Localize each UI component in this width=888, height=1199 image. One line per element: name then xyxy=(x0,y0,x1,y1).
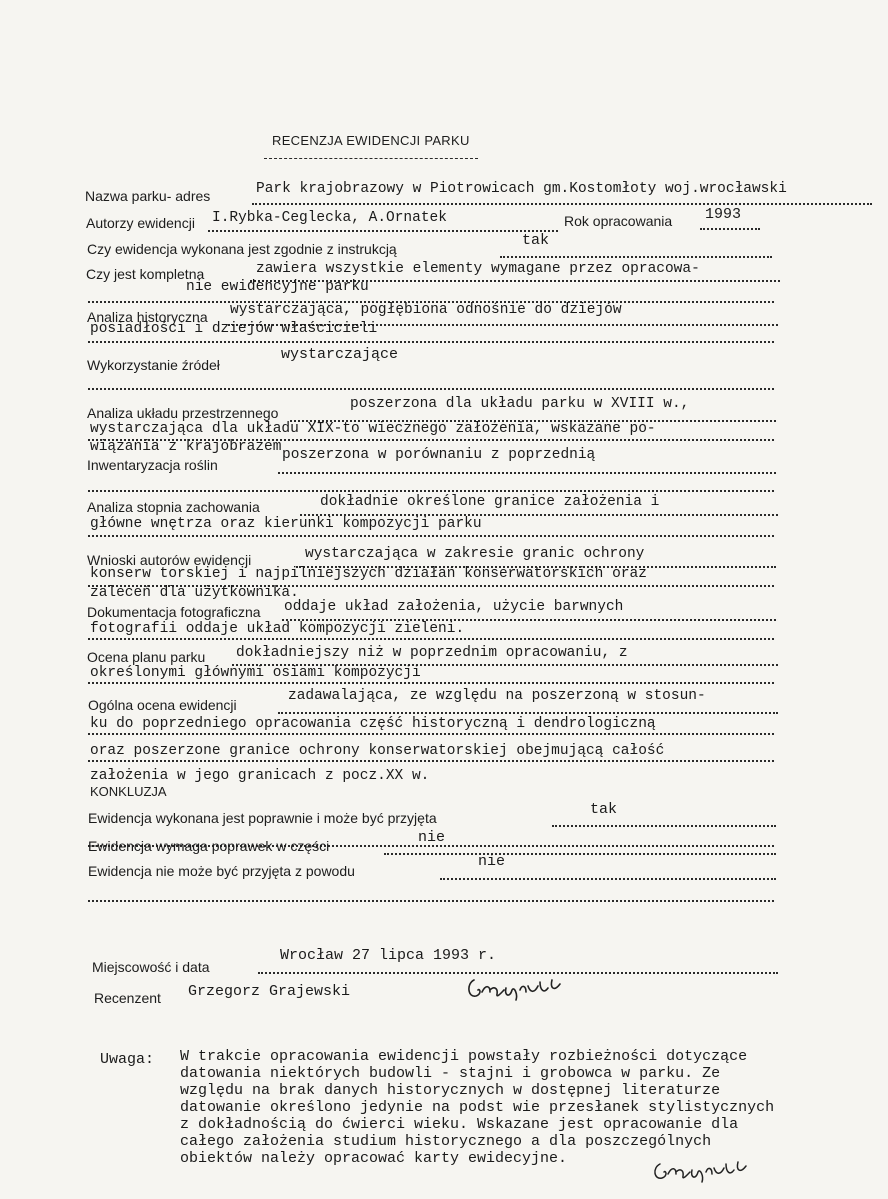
corrections-label: Ewidencja wymaga poprawek w części xyxy=(88,838,330,854)
accept-label: Ewidencja wykonana jest poprawnie i może być przyjęta xyxy=(88,810,437,826)
place-date-label: Miejscowość i data xyxy=(92,959,210,975)
instruction-compliance-label: Czy ewidencja wykonana jest zgodnie z instrukcją xyxy=(87,241,397,257)
overall-line xyxy=(278,712,778,714)
reject-value: nie xyxy=(478,853,506,870)
preservation-value: dokładnie określone granice założenia i xyxy=(320,494,660,510)
reject-line xyxy=(440,878,776,880)
preservation-label: Analiza stopnia zachowania xyxy=(87,499,260,515)
historical-analysis-value-2: posiadłości i dziejów właścicieli xyxy=(90,321,378,337)
spatial-layout-label: Analiza układu przestrzennego xyxy=(87,405,279,421)
preservation-value-2: główne wnętrza oraz kierunki kompozycji parku xyxy=(90,516,482,532)
reject-line-2 xyxy=(88,900,774,902)
reviewer-name: Grzegorz Grajewski xyxy=(188,983,351,1000)
overall-label: Ogólna ocena ewidencji xyxy=(88,697,237,713)
note-line-5: z dokładnością do ćwierci wieku. Wskazane jest opracowanie dla xyxy=(180,1116,739,1133)
overall-value: zadawalająca, ze względu na poszerzoną w stosun- xyxy=(288,688,706,704)
corrections-line xyxy=(384,853,776,855)
note-line-6: całego założenia studium historycznego a dla poszczególnych xyxy=(180,1133,712,1150)
park-name-line xyxy=(252,203,872,205)
page-title: RECENZJA EWIDENCJI PARKU xyxy=(272,133,470,148)
note-signature xyxy=(652,1158,762,1186)
photo-docs-value-2: fotografii oddaje układ kompozycji zieleni. xyxy=(90,621,465,637)
plant-inventory-line xyxy=(278,472,776,474)
plan-assessment-value-2: określonymi głównymi osiami kompozycji xyxy=(90,665,421,681)
historical-analysis-value: wystarczająca, pogłębiona odnośnie do dziejów xyxy=(230,302,622,318)
photo-docs-line-2 xyxy=(88,638,774,640)
photo-docs-value: oddaje układ założenia, użycie barwnych xyxy=(284,599,624,615)
overall-value-4: założenia w jego granicach z pocz.XX w. xyxy=(90,768,430,784)
conclusions-label: Wnioski autorów ewidencji xyxy=(87,552,252,568)
reviewer-label: Recenzent xyxy=(94,990,161,1006)
accept-value: tak xyxy=(590,801,618,818)
historical-analysis-label: Analiza historyczna xyxy=(87,309,208,325)
instruction-compliance-value: tak xyxy=(522,232,550,249)
spatial-layout-value-2: wystarczająca dla układu XIX-to wiecznego założenia, wskazane po- xyxy=(90,421,656,437)
note-line-1: W trakcie opracowania ewidencji powstały rozbieżności dotyczące xyxy=(180,1048,748,1065)
completeness-value-2: nie ewidencyjne parku xyxy=(186,279,369,295)
completeness-value: zawiera wszystkie elementy wymagane przez opracowa- xyxy=(256,261,700,277)
park-name-label: Nazwa parku- adres xyxy=(85,188,211,204)
photo-docs-label: Dokumentacja fotograficzna xyxy=(87,604,261,620)
plan-assessment-label: Ocena planu parku xyxy=(87,649,206,665)
conclusions-value: wystarczająca w zakresie granic ochrony xyxy=(305,546,645,562)
authors-label: Autorzy ewidencji xyxy=(86,215,195,231)
completeness-label: Czy jest kompletna xyxy=(86,266,205,282)
conclusions-value-2: konserw torskiej i najpilniejszych działań konserwatorskich oraz xyxy=(90,566,647,582)
spatial-layout-value-3: wiązania z krajobrazem xyxy=(90,439,282,455)
conclusion-heading: KONKLUZJA xyxy=(90,784,167,799)
reject-label: Ewidencja nie może być przyjęta z powodu xyxy=(88,863,355,879)
title-underline xyxy=(264,158,478,159)
year-value: 1993 xyxy=(705,206,742,223)
corrections-value: nie xyxy=(418,829,446,846)
plan-assessment-line-2 xyxy=(88,682,774,684)
authors-line xyxy=(208,230,558,232)
overall-value-3: oraz poszerzone granice ochrony konserwatorskiej obejmującą całość xyxy=(90,743,665,759)
note-line-4: datowanie określono jedynie na podst wie przesłanek stylistycznych xyxy=(180,1099,775,1116)
plan-assessment-value: dokładniejszy niż w poprzednim opracowaniu, z xyxy=(236,645,628,661)
plant-inventory-line-2 xyxy=(88,490,774,492)
year-label: Rok opracowania xyxy=(564,213,673,229)
sources-label: Wykorzystanie źródeł xyxy=(87,357,220,373)
preservation-line-2 xyxy=(88,535,774,537)
authors-value: I.Rybka-Ceglecka, A.Ornatek xyxy=(212,210,447,226)
sources-line xyxy=(88,388,774,390)
overall-value-2: ku do poprzedniego opracowania część historyczną i dendrologiczną xyxy=(90,716,656,732)
instruction-compliance-line xyxy=(500,256,772,258)
overall-line-3 xyxy=(88,760,774,762)
note-label: Uwaga: xyxy=(100,1051,155,1068)
accept-line xyxy=(552,825,776,827)
year-line xyxy=(700,228,760,230)
note-line-3: względu na brak danych historycznych w dostępnej literaturze xyxy=(180,1082,721,1099)
reviewer-signature xyxy=(464,972,574,1006)
note-line-7: obiektów należy opracować karty ewidecyjne. xyxy=(180,1150,568,1167)
plant-inventory-value: poszerzona w porównaniu z poprzednią xyxy=(282,447,596,463)
historical-analysis-line-2 xyxy=(88,341,774,343)
plant-inventory-label: Inwentaryzacja roślin xyxy=(87,457,218,473)
conclusions-value-3: zaleceń dla użytkownika. xyxy=(90,585,299,601)
park-name-value: Park krajobrazowy w Piotrowicach gm.Kostomłoty woj.wrocławski xyxy=(256,181,787,197)
sources-value: wystarczające xyxy=(281,346,399,363)
spatial-layout-value: poszerzona dla układu parku w XVIII w., xyxy=(350,396,690,412)
overall-line-2 xyxy=(88,733,774,735)
place-date-value: Wrocław 27 lipca 1993 r. xyxy=(280,947,497,964)
note-line-2: datowania niektórych budowli - stajni i grobowca w parku. Ze xyxy=(180,1065,721,1082)
